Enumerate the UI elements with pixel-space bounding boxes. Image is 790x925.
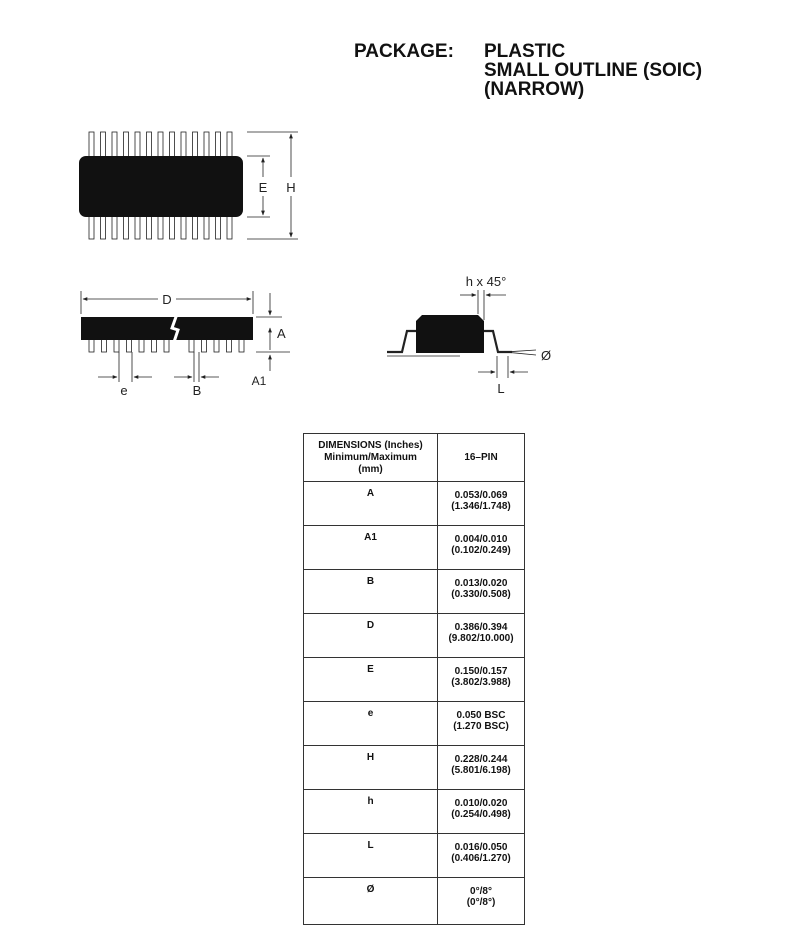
pin — [193, 132, 198, 157]
end-view-drawing — [387, 274, 551, 396]
pin — [112, 216, 117, 239]
top-view-body — [79, 156, 243, 217]
dim-label-h: h x 45° — [465, 274, 507, 289]
dimension-symbol: h — [304, 790, 438, 834]
table-row — [304, 790, 525, 834]
dimension-symbol: A — [304, 482, 438, 526]
pin — [227, 216, 232, 239]
dimension-value: 0.016/0.050 (0.406/1.270) — [438, 834, 525, 878]
dimension-symbol: A1 — [304, 526, 438, 570]
pin — [89, 216, 94, 239]
dimension-value: 0.150/0.157 (3.802/3.988) — [438, 658, 525, 702]
pin — [193, 216, 198, 239]
dim-label-e: e — [120, 383, 128, 398]
package-line-1: PLASTIC — [484, 41, 566, 62]
dimension-value: 0.013/0.020 (0.330/0.508) — [438, 570, 525, 614]
dimension-symbol: E — [304, 658, 438, 702]
pin — [135, 216, 140, 239]
dimension-value: 0.004/0.010 (0.102/0.249) — [438, 526, 525, 570]
dimension-value: 0.053/0.069 (1.346/1.748) — [438, 482, 525, 526]
dimension-symbol: D — [304, 614, 438, 658]
pin — [204, 216, 209, 239]
dimension-symbol: e — [304, 702, 438, 746]
pin — [89, 132, 94, 157]
side-view-body — [81, 317, 253, 340]
side-view-drawing — [81, 291, 290, 398]
end-view-body — [416, 315, 484, 353]
table-row — [304, 614, 525, 658]
pin — [101, 216, 106, 239]
pin — [216, 132, 221, 157]
package-label: PACKAGE: — [354, 41, 454, 62]
dim-label-L: L — [497, 381, 505, 396]
pin — [112, 132, 117, 157]
dim-label-A1: A1 — [251, 374, 267, 388]
top-view-drawing — [79, 132, 298, 239]
pin — [135, 132, 140, 157]
pin — [147, 132, 152, 157]
dimensions-table — [303, 433, 525, 925]
dimension-value: 0.228/0.244 (5.801/6.198) — [438, 746, 525, 790]
table-row — [304, 482, 525, 526]
dimension-symbol: L — [304, 834, 438, 878]
dimension-value: 0.386/0.394 (9.802/10.000) — [438, 614, 525, 658]
pin — [158, 132, 163, 157]
table-header-pin-count: 16–PIN — [438, 434, 525, 482]
pin — [124, 216, 129, 239]
pin — [170, 216, 175, 239]
dim-label-angle: Ø — [541, 348, 552, 363]
pin — [124, 132, 129, 157]
dimension-value: 0°/8° (0°/8°) — [438, 878, 525, 925]
table-row — [304, 570, 525, 614]
pin — [181, 132, 186, 157]
dim-label-H: H — [286, 180, 296, 195]
dim-label-A: A — [277, 326, 286, 341]
pin — [147, 216, 152, 239]
table-row — [304, 834, 525, 878]
table-row — [304, 878, 525, 925]
pin — [181, 216, 186, 239]
package-line-2: SMALL OUTLINE (SOIC) — [484, 60, 703, 81]
table-row — [304, 658, 525, 702]
pin — [204, 132, 209, 157]
dim-label-B: B — [192, 383, 202, 398]
dimension-symbol: B — [304, 570, 438, 614]
pin — [158, 216, 163, 239]
pin — [216, 216, 221, 239]
pin — [170, 132, 175, 157]
table-row — [304, 526, 525, 570]
pin — [227, 132, 232, 157]
dimension-value: 0.050 BSC (1.270 BSC) — [438, 702, 525, 746]
table-row — [304, 702, 525, 746]
table-header-dimensions: DIMENSIONS (Inches) Minimum/Maximum (mm) — [304, 434, 438, 482]
package-drawings — [0, 0, 790, 430]
package-line-3: (NARROW) — [484, 79, 585, 100]
dim-label-D: D — [162, 292, 172, 307]
table-row — [304, 746, 525, 790]
dimension-symbol: Ø — [304, 878, 438, 925]
dimension-symbol: H — [304, 746, 438, 790]
dim-label-E: E — [258, 180, 268, 195]
pin — [101, 132, 106, 157]
dimension-value: 0.010/0.020 (0.254/0.498) — [438, 790, 525, 834]
